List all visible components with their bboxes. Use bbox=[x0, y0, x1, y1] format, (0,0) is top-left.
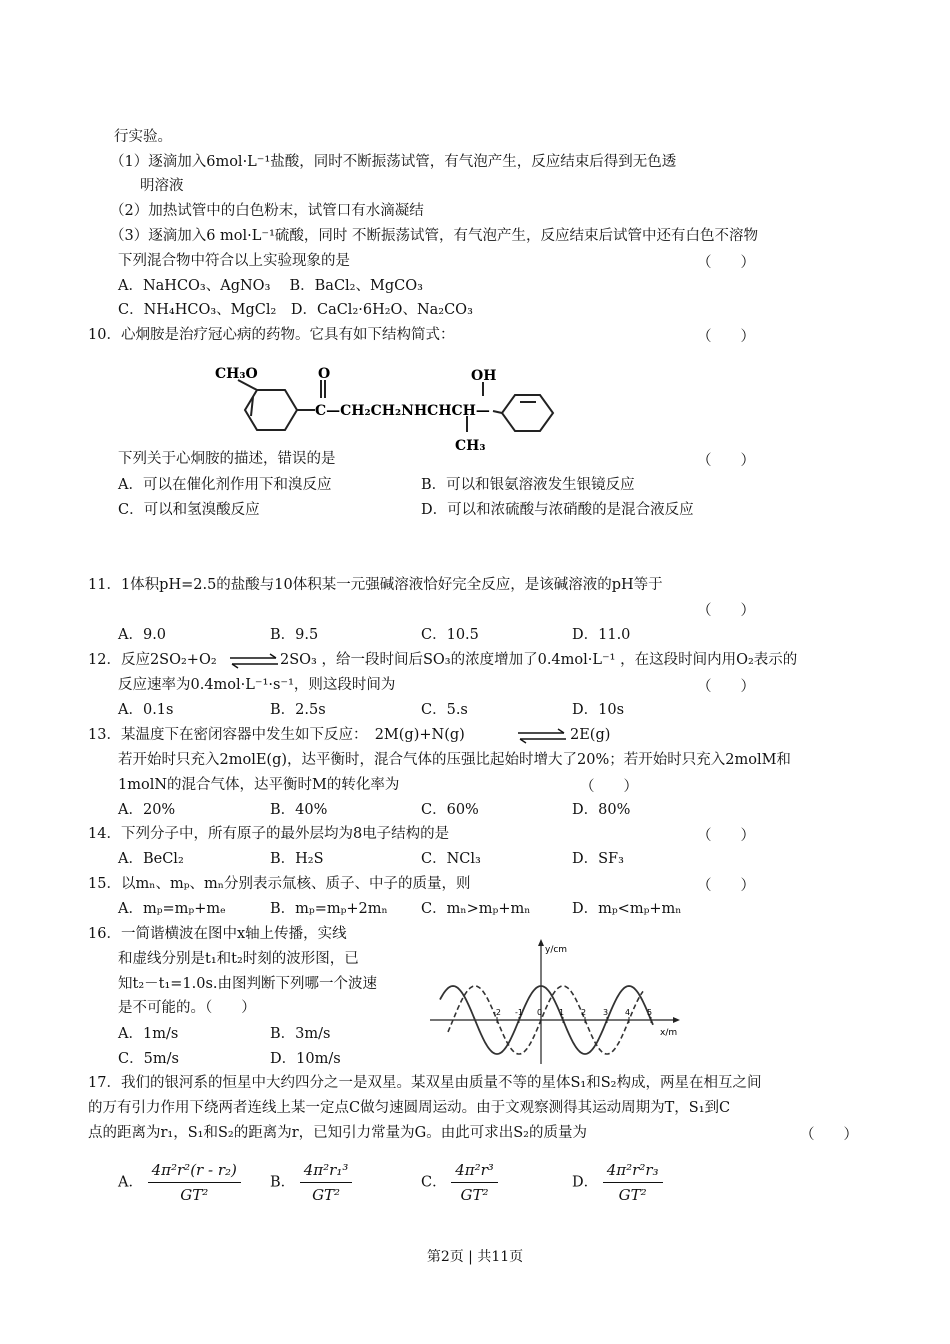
q12-text-cont: 2SO₃ ，给一段时间后SO₃的浓度增加了0.4mol·L⁻¹ ，在这段时间内用O₂表示的 bbox=[280, 652, 798, 668]
x-tick-label: 1 bbox=[559, 1008, 565, 1017]
q17-option-a bbox=[118, 1160, 241, 1205]
q12-option-a: A．0.1s bbox=[118, 702, 174, 718]
q14-text: 14．下列分子中，所有原子的最外层均为8电子结构的是 bbox=[88, 826, 450, 842]
q9-options-ab: A．NaHCO₃、AgNO₃ B．BaCl₂、MgCO₃ bbox=[118, 278, 423, 294]
q10-option-c: C．可以和氢溴酸反应 bbox=[118, 502, 260, 518]
q15-option-c: C．mₙ>mₚ+mₙ bbox=[421, 901, 531, 917]
q9-step1-cont: 明溶液 bbox=[140, 178, 184, 194]
formula-numerator: 4π²r₁³ bbox=[300, 1160, 353, 1183]
q10-option-b: B．可以和银氨溶液发生银镜反应 bbox=[421, 477, 635, 493]
q16-text: 16．一简谐横波在图中x轴上传播，实线 bbox=[88, 926, 347, 942]
answer-paren: （ ） bbox=[697, 878, 755, 894]
q15-option-a: A．mₚ=mₚ+mₑ bbox=[118, 901, 226, 917]
formula-numerator: 4π²r³ bbox=[451, 1160, 498, 1183]
formula-a bbox=[148, 1160, 241, 1205]
q11-option-b: B．9.5 bbox=[270, 627, 319, 643]
q13-option-a: A．20% bbox=[118, 802, 176, 818]
q16-option-a: A．1m/s bbox=[118, 1026, 179, 1042]
formula-d bbox=[603, 1160, 663, 1205]
formula-c bbox=[451, 1160, 498, 1205]
x-tick-label: 5 bbox=[647, 1008, 653, 1017]
page-footer: 第2页 | 共11页 bbox=[426, 1249, 524, 1265]
x-axis-label: x/m bbox=[660, 1028, 678, 1038]
q10-text: 10．心炯胺是治疗冠心病的药物。它具有如下结构简式： bbox=[88, 327, 455, 343]
q15-text: 15．以mₙ、mₚ、mₙ分别表示氚核、质子、中子的质量，则 bbox=[88, 876, 471, 892]
q9-step1: （1）逐滴加入6mol·L⁻¹盐酸，同时不断振荡试管，有气泡产生，反应结束后得到无色透 bbox=[110, 154, 677, 170]
q9-step2: （2）加热试管中的白色粉末，试管口有水滴凝结 bbox=[110, 203, 424, 219]
methyl-label: CH₃ bbox=[455, 438, 486, 454]
answer-paren: （ ） bbox=[697, 679, 755, 695]
q15-option-b: B．mₚ=mₚ+2mₙ bbox=[270, 901, 388, 917]
x-tick-label: 3 bbox=[603, 1008, 609, 1017]
x-tick-label: 2 bbox=[581, 1008, 587, 1017]
formula-denominator: GT² bbox=[180, 1186, 209, 1204]
formula-denominator: GT² bbox=[618, 1186, 647, 1204]
q9-step3: （3）逐滴加入6 mol·L⁻¹硫酸，同时 不断振荡试管，有气泡产生，反应结束后试管中还有白色不溶物 bbox=[110, 228, 758, 244]
q12-option-d: D．10s bbox=[572, 702, 625, 718]
q17-text: 17．我们的银河系的恒星中大约四分之一是双星。某双星由质量不等的星体S₁和S₂构成，两星在相互之间 bbox=[88, 1075, 762, 1091]
q14-option-d: D．SF₃ bbox=[572, 851, 624, 867]
answer-paren: （ ） bbox=[800, 1127, 858, 1143]
q14-option-c: C．NCl₃ bbox=[421, 851, 481, 867]
q11-text: 11．1体积pH=2.5的盐酸与10体积某一元强碱溶液恰好完全反应，是该碱溶液的pH等于 bbox=[88, 577, 663, 593]
q17-option-c bbox=[421, 1160, 498, 1205]
q11-option-a: A．9.0 bbox=[118, 627, 167, 643]
q10-option-a: A．可以在催化剂作用下和溴反应 bbox=[118, 477, 332, 493]
q13-text-line2: 若开始时只充入2molE(g)，达平衡时，混合气体的压强比起始时增大了20%；若开始时只充入2molM和 bbox=[118, 752, 791, 768]
q12-text-line2: 反应速率为0.4mol·L⁻¹·s⁻¹，则这段时间为 bbox=[118, 677, 396, 693]
q13-product: 2E(g) bbox=[570, 727, 611, 743]
answer-paren: （ ） bbox=[580, 779, 638, 795]
option-letter: B． bbox=[270, 1174, 296, 1191]
q17-option-b bbox=[270, 1160, 352, 1205]
q16-option-c: C．5m/s bbox=[118, 1051, 179, 1067]
q12-text: 12．反应2SO₂+O₂ bbox=[88, 652, 217, 668]
answer-paren: （ ） bbox=[697, 453, 755, 469]
q16-option-b: B．3m/s bbox=[270, 1026, 331, 1042]
carbonyl-o-label: O bbox=[318, 366, 331, 382]
q15-option-d: D．mₚ<mₚ+mₙ bbox=[572, 901, 682, 917]
q13-text: 13．某温度下在密闭容器中发生如下反应： 2M(g)+N(g) bbox=[88, 727, 465, 743]
answer-paren: （ ） bbox=[697, 255, 755, 271]
q14-option-a: A．BeCl₂ bbox=[118, 851, 184, 867]
q12-option-b: B．2.5s bbox=[270, 702, 326, 718]
q13-text-line3: 1molN的混合气体，达平衡时M的转化率为 bbox=[118, 777, 400, 793]
q13-option-c: C．60% bbox=[421, 802, 479, 818]
benzene-ring-left bbox=[245, 390, 297, 430]
answer-paren: （ ） bbox=[697, 828, 755, 844]
x-tick-label: 0 bbox=[537, 1008, 543, 1017]
q14-option-b: B．H₂S bbox=[270, 851, 324, 867]
q17-option-d bbox=[572, 1160, 663, 1205]
q17-text-line2: 的万有引力作用下绕两者连线上某一定点C做匀速圆周运动。由于文观察测得其运动周期为T，S₁到C bbox=[88, 1100, 731, 1116]
equilibrium-arrow bbox=[516, 727, 568, 745]
q16-text-line4: 是不可能的。（ ） bbox=[118, 1000, 256, 1016]
q12-option-c: C．5.s bbox=[421, 702, 468, 718]
q16-option-d: D．10m/s bbox=[270, 1051, 341, 1067]
q9-question: 下列混合物中符合以上实验现象的是 bbox=[118, 253, 350, 269]
q13-option-b: B．40% bbox=[270, 802, 328, 818]
formula-denominator: GT² bbox=[460, 1186, 489, 1204]
chain-label: C—CH₂CH₂NHCHCH— bbox=[315, 403, 490, 419]
x-tick-label: -2 bbox=[493, 1008, 501, 1017]
q16-text-line3: 知t₂－t₁=1.0s.由图判断下列哪一个波速 bbox=[118, 976, 378, 992]
x-tick-label: 4 bbox=[625, 1008, 631, 1017]
option-letter: C． bbox=[421, 1174, 447, 1191]
benzene-ring-right bbox=[502, 395, 553, 431]
formula-denominator: GT² bbox=[312, 1186, 341, 1204]
q10-question: 下列关于心炯胺的描述，错误的是 bbox=[118, 451, 336, 467]
option-letter: D． bbox=[572, 1174, 599, 1191]
equilibrium-arrow bbox=[228, 652, 280, 670]
option-letter: A． bbox=[118, 1174, 143, 1191]
q17-text-line3: 点的距离为r₁，S₁和S₂的距离为r，已知引力常量为G。由此可求出S₂的质量为 bbox=[88, 1125, 587, 1141]
formula-b bbox=[300, 1160, 353, 1205]
q9-options-cd: C．NH₄HCO₃、MgCl₂ D．CaCl₂·6H₂O、Na₂CO₃ bbox=[118, 302, 473, 318]
y-axis-label: y/cm bbox=[545, 945, 568, 955]
q10-option-d: D．可以和浓硫酸与浓硝酸的是混合液反应 bbox=[421, 502, 694, 518]
q11-option-d: D．11.0 bbox=[572, 627, 631, 643]
wave-graph bbox=[428, 936, 686, 1068]
answer-paren: （ ） bbox=[697, 603, 755, 619]
hydroxyl-label: OH bbox=[471, 368, 497, 384]
methoxy-label: CH₃O bbox=[215, 366, 258, 382]
x-tick-label: -1 bbox=[515, 1008, 523, 1017]
q11-option-c: C．10.5 bbox=[421, 627, 479, 643]
formula-numerator: 4π²r²r₃ bbox=[603, 1160, 663, 1183]
q9-text: 行实验。 bbox=[114, 129, 172, 145]
answer-paren: （ ） bbox=[697, 329, 755, 345]
formula-numerator: 4π²r²(r - r₂) bbox=[148, 1160, 241, 1183]
q13-option-d: D．80% bbox=[572, 802, 631, 818]
q16-text-line2: 和虚线分别是t₁和t₂时刻的波形图，已 bbox=[118, 951, 359, 967]
